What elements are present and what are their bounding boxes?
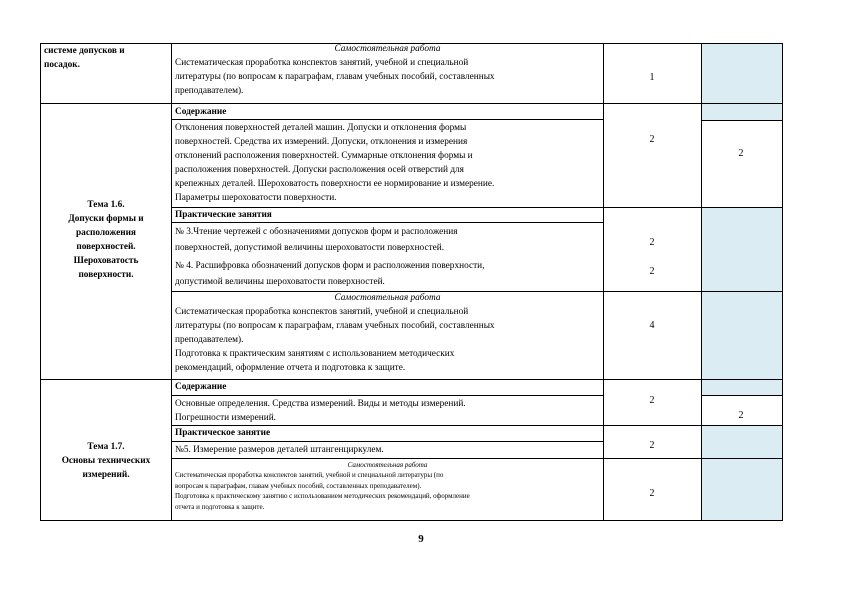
independent-work-text: Систематическая проработка конспектов занятий, учебной и специальной литературы (по вопросам к параграфам, главам учебных пособий, составленных преподавателем). bbox=[175, 58, 495, 96]
practice-item: №5. Измерение размеров деталей штангенциркулем. bbox=[175, 445, 384, 455]
hours-value: 2 bbox=[649, 266, 655, 277]
level-cell-shaded bbox=[702, 43, 782, 103]
hours-value: 2 bbox=[649, 134, 655, 145]
hours-value: 1 bbox=[649, 72, 655, 83]
independent-work-text: Систематическая проработка конспектов занятий, учебной и специальной литературы (по вопросам к параграфам, главам учебных пособий, составленных преподавателем). Подготовка к практическому занятию с использованием методических рекомендаций, оформление отчета и подготовка к защите. bbox=[175, 471, 470, 511]
independent-work-title: Самостоятельная работа bbox=[347, 461, 428, 469]
content-label: Содержание bbox=[175, 107, 227, 117]
page-number: 9 bbox=[418, 533, 424, 545]
practice-label: Практическое занятие bbox=[175, 428, 271, 438]
level-cell-shaded bbox=[702, 379, 782, 395]
practice-label: Практические занятия bbox=[175, 210, 272, 220]
topic-title: системе допусков и посадок. bbox=[44, 46, 125, 70]
level-cell-shaded bbox=[702, 291, 782, 379]
content-label: Содержание bbox=[175, 382, 227, 392]
independent-work-title: Самостоятельная работа bbox=[334, 44, 441, 54]
topic-title: Тема 1.7. Основы технических измерений. bbox=[61, 442, 151, 480]
topic-title: Тема 1.6. Допуски формы и расположения поверхностей. Шероховатость поверхности. bbox=[68, 200, 144, 280]
independent-work-title: Самостоятельная работа bbox=[334, 293, 441, 303]
content-text: Основные определения. Средства измерений. Виды и методы измерений. Погрешности измерений. bbox=[175, 399, 466, 423]
hours-value: 2 bbox=[649, 237, 655, 248]
level-cell-shaded bbox=[702, 104, 782, 120]
level-cell-shaded bbox=[702, 426, 782, 521]
practice-item: № 3.Чтение чертежей с обозначениями допусков форм и расположения поверхностей, допустимой величины шероховатости поверхностей. bbox=[175, 227, 458, 253]
level-value: 2 bbox=[738, 148, 744, 159]
hours-value: 2 bbox=[649, 440, 655, 451]
independent-work-text: Систематическая проработка конспектов занятий, учебной и специальной литературы (по вопросам к параграфам, главам учебных пособий, составленных преподавателем). Подготовка к практическим занятиям с использованием методических рекомендаций, оформление отчета и подготовка к защите. bbox=[175, 307, 495, 373]
practice-item: № 4. Расшифровка обозначений допусков форм и расположения поверхности, допустимой величины шероховатости поверхностей. bbox=[175, 261, 485, 287]
level-cell-shaded bbox=[702, 208, 782, 291]
hours-value: 4 bbox=[649, 320, 655, 331]
hours-value: 2 bbox=[649, 395, 655, 406]
level-value: 2 bbox=[738, 410, 744, 421]
content-text: Отклонения поверхностей деталей машин. Допуски и отклонения формы поверхностей. Средства их измерений. Допуски, отклонения и измерения отклонений расположения поверхностей. Суммарные отклонения формы и расположения поверхностей. Допуски расположения осей отверстий для крепежных деталей. Шероховатость поверхности ее нормирование и измерение. Параметры шероховатости поверхности. bbox=[175, 123, 495, 203]
hours-value: 2 bbox=[649, 488, 655, 499]
